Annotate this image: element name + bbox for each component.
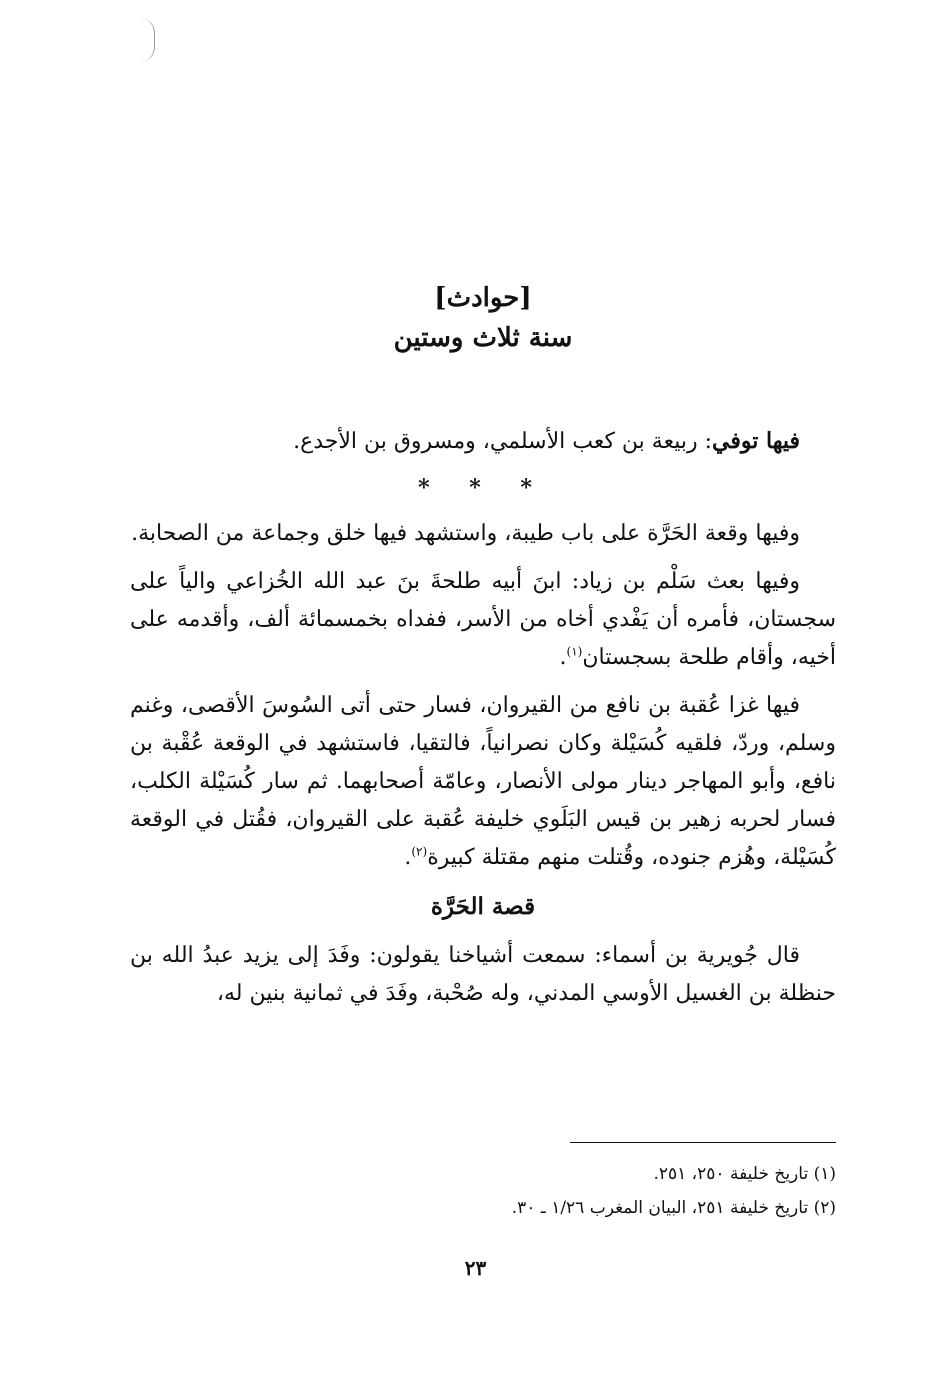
footnote-2: (٢) تاريخ خليفة ٢٥١، البيان المغرب ١/٢٦ ـ ٣٠. (511, 1198, 836, 1218)
paragraph-end: . (404, 845, 412, 870)
footnotes (130, 1157, 836, 1225)
paragraph-end: . (559, 645, 567, 670)
paragraph-harra: وفيها وقعة الحَرَّة على باب طيبة، واستشهد فيها خلق وجماعة من الصحابة. (131, 521, 800, 546)
story-subheading: قصة الحَرَّة (430, 893, 536, 920)
footnote-ref-1: (١) (566, 644, 583, 659)
paragraph-text: : ربيعة بن كعب الأسلمي، ومسروق بن الأجدع. (293, 429, 712, 454)
page-number: ٢٣ (464, 1256, 487, 1280)
paragraph-text: فيها غزا عُقبة بن نافع من القيروان، فسار حتى أتى السُوسَ الأقصى، وغنم وسلم، وردّ، فلقيه كُسَيْلة وكان نصرانياً، فالتقيا، فاستشهد في الوقعة عُقْبة بن نافع، وأبو المهاجر دينار مولى الأنصار، وعامّة أصحابهما. ثم سار كُسَيْلة الكلب، فسار لحربه زهير بن قيس البَلَوي خليفة عُقبة على القيروان، فقُتل في الوقعة كُسَيْلة، وهُزم جنوده، وقُتلت منهم مقتلة كبيرة (130, 693, 836, 870)
footnote-ref-2: (٢) (411, 844, 428, 859)
paragraph-uqba (130, 687, 836, 877)
paragraph-lead: فيها توفي (712, 428, 800, 454)
paragraph-salm (130, 563, 836, 677)
paragraph-deaths (130, 422, 836, 461)
page-content (130, 278, 836, 1023)
footnote-divider (570, 1142, 836, 1143)
footnote-1: (١) تاريخ خليفة ٢٥٠، ٢٥١. (653, 1164, 836, 1184)
scan-mark (140, 18, 155, 62)
paragraph-text: وفيها بعث سَلْم بن زياد: ابنَ أبيه طلحةَ بنَ عبد الله الخُزاعي والياً على سجستان، فأمره أن يَفْدي أخاه من الأسر، ففداه بخمسمائة ألف، وأقدمه على أخيه، وأقام طلحة بسجستان (130, 569, 837, 670)
section-title: [حوادث] (434, 283, 532, 313)
year-title: سنة ثلاث وستين (393, 323, 573, 353)
paragraph-juwayriya: قال جُويرية بن أسماء: سمعت أشياخنا يقولون: وفَدَ إلى يزيد عبدُ الله بن حنظلة بن الغسيل الأوسي المدني، وله صُحْبة، وفَدَ في ثمانية بنين له، (130, 943, 836, 1006)
section-separator: * * * (418, 475, 548, 501)
